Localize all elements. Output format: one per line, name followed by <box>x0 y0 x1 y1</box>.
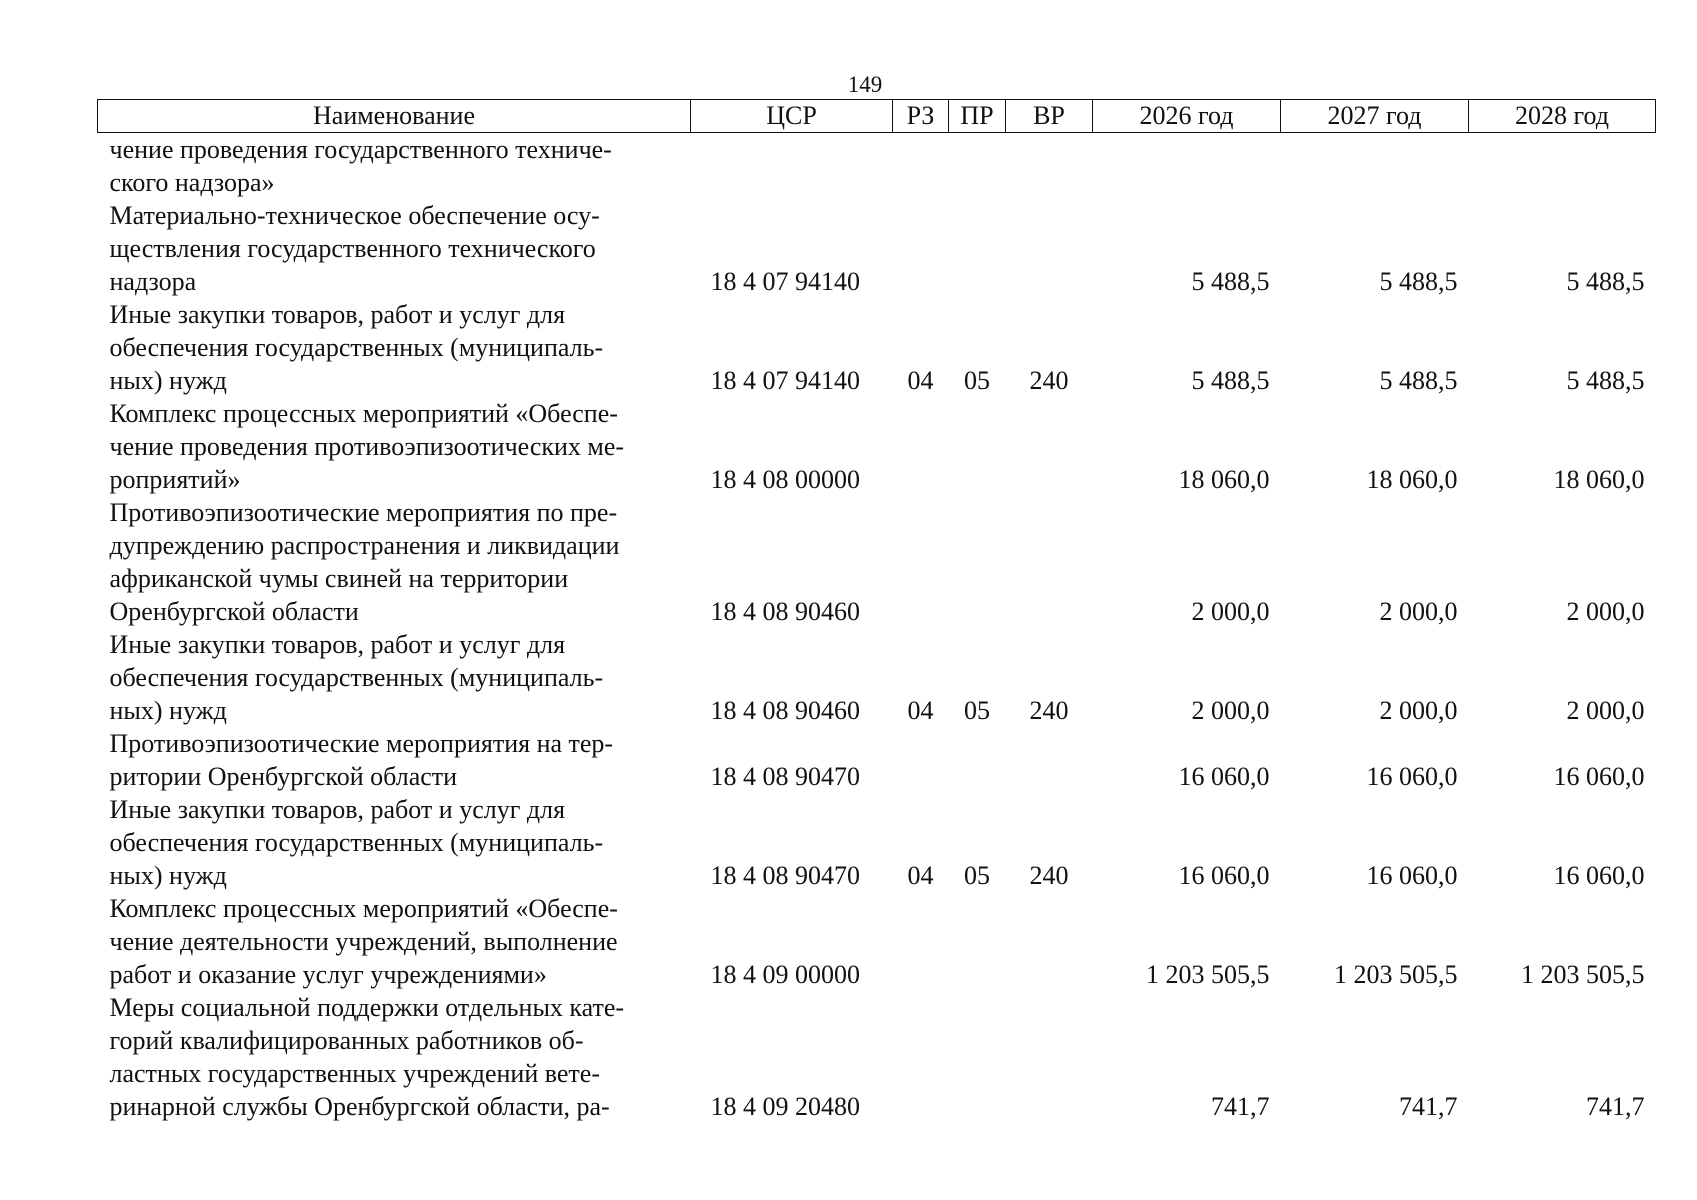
row-pr: 05 <box>964 861 990 890</box>
row-2027 <box>1281 133 1469 200</box>
row-2028: 5 488,5 <box>1566 366 1645 395</box>
row-rz <box>893 133 949 200</box>
row-vr <box>1006 727 1093 793</box>
row-csr: 18 4 07 94140 <box>710 366 860 395</box>
row-csr <box>691 133 893 200</box>
row-2026: 1 203 505,5 <box>1146 960 1270 989</box>
row-rz: 04 <box>907 366 934 395</box>
row-vr <box>1006 991 1093 1123</box>
table-row <box>98 397 1656 496</box>
row-name: Комплекс процессных мероприятий «Обеспе- чение деятельности учреждений, выполнение работ и оказание услуг учреждениями» <box>109 894 618 989</box>
row-rz <box>893 727 949 793</box>
row-2027: 5 488,5 <box>1379 366 1458 395</box>
row-2028 <box>1469 133 1656 200</box>
budget-table <box>97 99 1656 1123</box>
table-row <box>98 628 1656 727</box>
header-csr: ЦСР <box>691 100 893 133</box>
row-vr <box>1006 133 1093 200</box>
header-rz: РЗ <box>893 100 949 133</box>
row-pr <box>949 496 1006 628</box>
row-2027: 18 060,0 <box>1366 465 1458 494</box>
row-name: Противоэпизоотические мероприятия на тер- ритории Оренбургской области <box>109 729 614 791</box>
row-2026: 2 000,0 <box>1191 696 1270 725</box>
table-row <box>98 199 1656 298</box>
row-vr: 240 <box>1029 366 1069 395</box>
row-csr: 18 4 09 20480 <box>710 1092 860 1121</box>
row-vr <box>1006 397 1093 496</box>
row-rz <box>893 397 949 496</box>
row-2027: 741,7 <box>1399 1092 1458 1121</box>
row-2028: 1 203 505,5 <box>1521 960 1645 989</box>
row-2026: 16 060,0 <box>1178 762 1270 791</box>
row-2028: 5 488,5 <box>1566 267 1645 296</box>
header-pr: ПР <box>949 100 1006 133</box>
row-pr <box>949 133 1006 200</box>
table-row <box>98 298 1656 397</box>
row-csr: 18 4 08 90460 <box>710 696 860 725</box>
page-number: 149 <box>847 72 883 97</box>
row-2028: 2 000,0 <box>1566 597 1645 626</box>
row-rz <box>893 199 949 298</box>
header-2027: 2027 год <box>1281 100 1469 133</box>
row-2028: 18 060,0 <box>1553 465 1645 494</box>
row-rz <box>893 991 949 1123</box>
header-2026: 2026 год <box>1093 100 1281 133</box>
table-row <box>98 793 1656 892</box>
row-csr: 18 4 08 90460 <box>710 597 860 626</box>
row-csr: 18 4 08 00000 <box>710 465 860 494</box>
table-row <box>98 892 1656 991</box>
row-pr <box>949 991 1006 1123</box>
header-2028: 2028 год <box>1469 100 1656 133</box>
row-name: Иные закупки товаров, работ и услуг для обеспечения государственных (муниципаль- ных) нужд <box>109 630 604 725</box>
row-pr <box>949 397 1006 496</box>
row-2026: 5 488,5 <box>1191 366 1270 395</box>
row-rz <box>893 496 949 628</box>
row-csr: 18 4 07 94140 <box>710 267 860 296</box>
row-pr: 05 <box>964 366 990 395</box>
row-2026: 2 000,0 <box>1191 597 1270 626</box>
row-name: Иные закупки товаров, работ и услуг для обеспечения государственных (муниципаль- ных) нужд <box>109 300 604 395</box>
row-2026: 18 060,0 <box>1178 465 1270 494</box>
table-header <box>98 100 1656 133</box>
row-vr: 240 <box>1029 861 1069 890</box>
table-row <box>98 133 1656 200</box>
row-name: чение проведения государственного техниче- ского надзора» <box>109 135 612 197</box>
row-vr <box>1006 199 1093 298</box>
row-2027: 2 000,0 <box>1379 696 1458 725</box>
row-csr: 18 4 09 00000 <box>710 960 860 989</box>
row-2026: 16 060,0 <box>1178 861 1270 890</box>
row-rz: 04 <box>907 696 934 725</box>
row-name: Противоэпизоотические мероприятия по пре- дупреждению распространения и ликвидации африканской чумы свиней на территории Оренбургской области <box>109 498 620 626</box>
row-2027: 2 000,0 <box>1379 597 1458 626</box>
header-vr: ВР <box>1006 100 1093 133</box>
row-2027: 16 060,0 <box>1366 861 1458 890</box>
row-2027: 1 203 505,5 <box>1334 960 1458 989</box>
row-rz: 04 <box>907 861 934 890</box>
row-pr <box>949 892 1006 991</box>
row-2027: 16 060,0 <box>1366 762 1458 791</box>
row-vr: 240 <box>1029 696 1069 725</box>
row-2028: 16 060,0 <box>1553 762 1645 791</box>
row-rz <box>893 892 949 991</box>
header-name: Наименование <box>98 100 691 133</box>
row-csr: 18 4 08 90470 <box>710 861 860 890</box>
row-name: Материально-техническое обеспечение осу- ществления государственного технического надзора <box>109 201 600 296</box>
row-name: Меры социальной поддержки отдельных кате- горий квалифицированных работников об- ластных государственных учреждений вете- ринарной службы Оренбургской области, ра- <box>109 993 625 1121</box>
row-2026 <box>1093 133 1281 200</box>
row-2026: 5 488,5 <box>1191 267 1270 296</box>
row-2026: 741,7 <box>1211 1092 1270 1121</box>
row-2028: 2 000,0 <box>1566 696 1645 725</box>
row-2028: 16 060,0 <box>1553 861 1645 890</box>
row-csr: 18 4 08 90470 <box>710 762 860 791</box>
row-vr <box>1006 892 1093 991</box>
row-pr <box>949 727 1006 793</box>
row-name: Иные закупки товаров, работ и услуг для обеспечения государственных (муниципаль- ных) нужд <box>109 795 604 890</box>
table-row <box>98 991 1656 1123</box>
table-row <box>98 496 1656 628</box>
row-pr <box>949 199 1006 298</box>
header-row <box>98 100 1656 133</box>
row-2028: 741,7 <box>1586 1092 1645 1121</box>
row-name: Комплекс процессных мероприятий «Обеспе- чение проведения противоэпизоотических ме- роприятий» <box>109 399 625 494</box>
table-row <box>98 727 1656 793</box>
table-body <box>98 133 1656 1124</box>
row-vr <box>1006 496 1093 628</box>
row-2027: 5 488,5 <box>1379 267 1458 296</box>
row-pr: 05 <box>964 696 990 725</box>
